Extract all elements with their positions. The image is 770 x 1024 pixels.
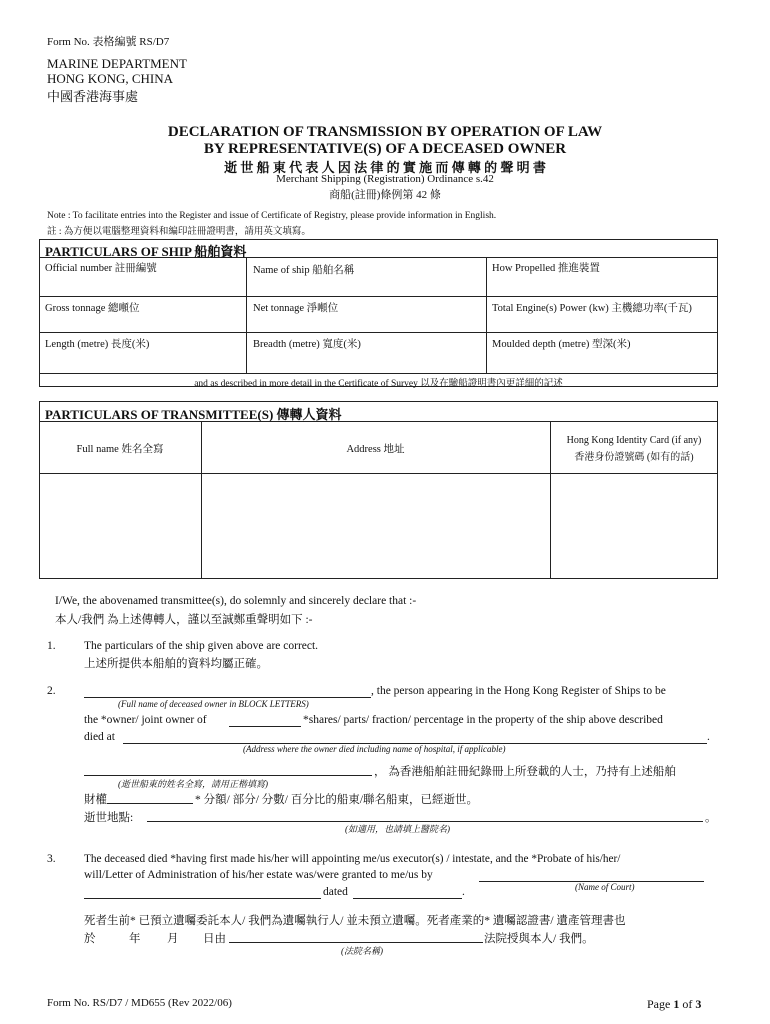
hkid-header: Hong Kong Identity Card (if any) bbox=[566, 435, 702, 446]
form-title-line1: DECLARATION OF TRANSMISSION BY OPERATION OF LAW bbox=[167, 124, 603, 140]
deceased-owner-name-input[interactable] bbox=[84, 686, 371, 698]
item3-line1: The deceased died *having first made his/her will appointing me/us executor(s) / intestate, and the *Probate of his/her/ bbox=[84, 853, 621, 865]
survey-certificate-note: and as described in more detail in the Certificate of Survey 以及在驗船證明書內更詳細的記述 bbox=[194, 379, 563, 389]
page-indicator bbox=[647, 997, 701, 1012]
court-name-hint: (Name of Court) bbox=[575, 882, 635, 892]
item2-line3-a: died at bbox=[84, 731, 115, 743]
note-en: Note : To facilitate entries into the Register and issue of Certificate of Registry, please provide information in English. bbox=[47, 211, 497, 221]
form-title-zh: 逝 世 船 東 代 表 人 因 法 律 的 實 施 而 傳 轉 的 聲 明 書 bbox=[224, 160, 546, 175]
item2-zh-line2-b: * 分額/ 部分/ 分數/ 百分比的船東/聯名船東，已經逝世。 bbox=[195, 794, 479, 806]
item3-number: 3. bbox=[47, 853, 56, 865]
transmittee-full-name-input[interactable] bbox=[41, 475, 199, 577]
item1-text-zh: 上述所提供本船舶的資料均屬正確。 bbox=[84, 658, 268, 670]
page-total: 3 bbox=[695, 997, 702, 1011]
place-of-death-zh-hint: (如適用，也請填上醫院名) bbox=[345, 824, 450, 834]
page-number: 1 bbox=[673, 997, 680, 1011]
ordinance-reference-zh: 商船(註冊)條例第 42 條 bbox=[329, 189, 441, 201]
name-of-ship-field[interactable]: Name of ship 船舶名稱 bbox=[253, 265, 355, 276]
net-tonnage-field[interactable]: Net tonnage 淨噸位 bbox=[253, 303, 339, 314]
item2-line2-b: *shares/ parts/ fraction/ percentage in the property of the ship above described bbox=[303, 714, 663, 726]
hkid-header-zh: 香港身份證號碼 (如有的話) bbox=[574, 452, 694, 463]
transmittee-section-title: PARTICULARS OF TRANSMITTEE(S) 傳轉人資料 bbox=[45, 407, 342, 422]
item3-zh-month: 月 bbox=[167, 933, 179, 945]
item3-zh-line2-a: 於 bbox=[84, 933, 96, 945]
item3-zh-day: 日由 bbox=[203, 933, 226, 945]
form-title-line2: BY REPRESENTATIVE(S) OF A DECEASED OWNER bbox=[203, 141, 567, 157]
gross-tonnage-field[interactable]: Gross tonnage 總噸位 bbox=[45, 303, 140, 314]
ownership-share-input[interactable] bbox=[229, 715, 301, 727]
deceased-name-hint: (Full name of deceased owner in BLOCK LETTERS) bbox=[118, 699, 309, 709]
deceased-name-zh-hint: (逝世船東的姓名全寫，請用正楷填寫) bbox=[118, 779, 268, 789]
item3-zh-year: 年 bbox=[129, 933, 141, 945]
form-number: Form No. 表格編號 RS/D7 bbox=[47, 36, 170, 48]
court-name-input[interactable] bbox=[479, 870, 704, 882]
breadth-field[interactable]: Breadth (metre) 寬度(米) bbox=[253, 339, 361, 350]
item3-dated: dated bbox=[323, 886, 348, 898]
full-name-header: Full name 姓名全寫 bbox=[76, 444, 164, 455]
official-number-field[interactable]: Official number 註冊編號 bbox=[45, 263, 157, 274]
item3-line2: will/Letter of Administration of his/her estate was/were granted to me/us by bbox=[84, 869, 433, 881]
declaration-statement: I/We, the abovenamed transmittee(s), do solemnly and sincerely declare that :- bbox=[55, 595, 417, 607]
deceased-owner-name-zh-input[interactable] bbox=[84, 764, 372, 776]
item2-line1-text: , the person appearing in the Hong Kong Register of Ships to be bbox=[371, 685, 666, 697]
ownership-share-zh-input[interactable] bbox=[107, 792, 193, 804]
item1-number: 1. bbox=[47, 640, 56, 652]
department-name-zh: 中國香港海事處 bbox=[47, 89, 139, 104]
grant-document-input[interactable] bbox=[84, 887, 321, 899]
length-field[interactable]: Length (metre) 長度(米) bbox=[45, 339, 150, 350]
department-name: MARINE DEPARTMENT bbox=[47, 56, 187, 71]
item1-text: The particulars of the ship given above are correct. bbox=[84, 640, 319, 652]
page-of: of bbox=[682, 997, 693, 1011]
item2-number: 2. bbox=[47, 685, 56, 697]
item2-zh-line1: ， 為香港船舶註冊紀錄冊上所登載的人士，乃持有上述船舶 bbox=[374, 766, 676, 778]
item2-line2-a: the *owner/ joint owner of bbox=[84, 714, 207, 726]
grant-date-input[interactable] bbox=[353, 887, 462, 899]
transmittee-hkid-input[interactable] bbox=[552, 475, 716, 577]
item3-zh-line1: 死者生前* 已預立遺囑委託本人/ 我們為遺囑執行人/ 並未預立遺囑。死者產業的* 遺囑認證書/ 遺產管理書也 bbox=[84, 915, 626, 927]
place-of-death-hint: (Address where the owner died including name of hospital, if applicable) bbox=[243, 744, 506, 754]
moulded-depth-field[interactable]: Moulded depth (metre) 型深(米) bbox=[492, 339, 631, 350]
ordinance-reference: Merchant Shipping (Registration) Ordinance s.42 bbox=[276, 173, 494, 185]
ship-section-title: PARTICULARS OF SHIP 船舶資料 bbox=[45, 244, 247, 259]
address-header: Address 地址 bbox=[346, 444, 405, 455]
item3-dated-end: . bbox=[462, 886, 465, 898]
how-propelled-field[interactable]: How Propelled 推進裝置 bbox=[492, 263, 600, 274]
transmittee-address-input[interactable] bbox=[203, 475, 548, 577]
place-of-death-input[interactable] bbox=[123, 732, 707, 744]
footer-form-reference: Form No. RS/D7 / MD655 (Rev 2022/06) bbox=[47, 997, 232, 1009]
note-zh: 註 : 為方便以電腦整理資料和編印註冊證明書，請用英文填寫。 bbox=[47, 227, 311, 237]
court-name-zh-hint: (法院名稱) bbox=[341, 946, 383, 956]
declaration-statement-zh: 本人/我們 為上述傳轉人，謹以至誠鄭重聲明如下 :- bbox=[55, 614, 313, 626]
total-engine-power-field[interactable]: Total Engine(s) Power (kw) 主機總功率(千瓦) bbox=[492, 303, 692, 314]
item2-zh-line3-end: 。 bbox=[705, 812, 717, 824]
court-name-zh-input[interactable] bbox=[229, 931, 483, 943]
department-location: HONG KONG, CHINA bbox=[47, 71, 174, 86]
item2-zh-line2-a: 財權 bbox=[84, 794, 107, 806]
place-of-death-zh-input[interactable] bbox=[147, 810, 703, 822]
page-label: Page bbox=[647, 997, 671, 1011]
item3-zh-line2-e: 法院授與本人/ 我們。 bbox=[484, 933, 594, 945]
item2-zh-line3-a: 逝世地點: bbox=[84, 812, 134, 824]
